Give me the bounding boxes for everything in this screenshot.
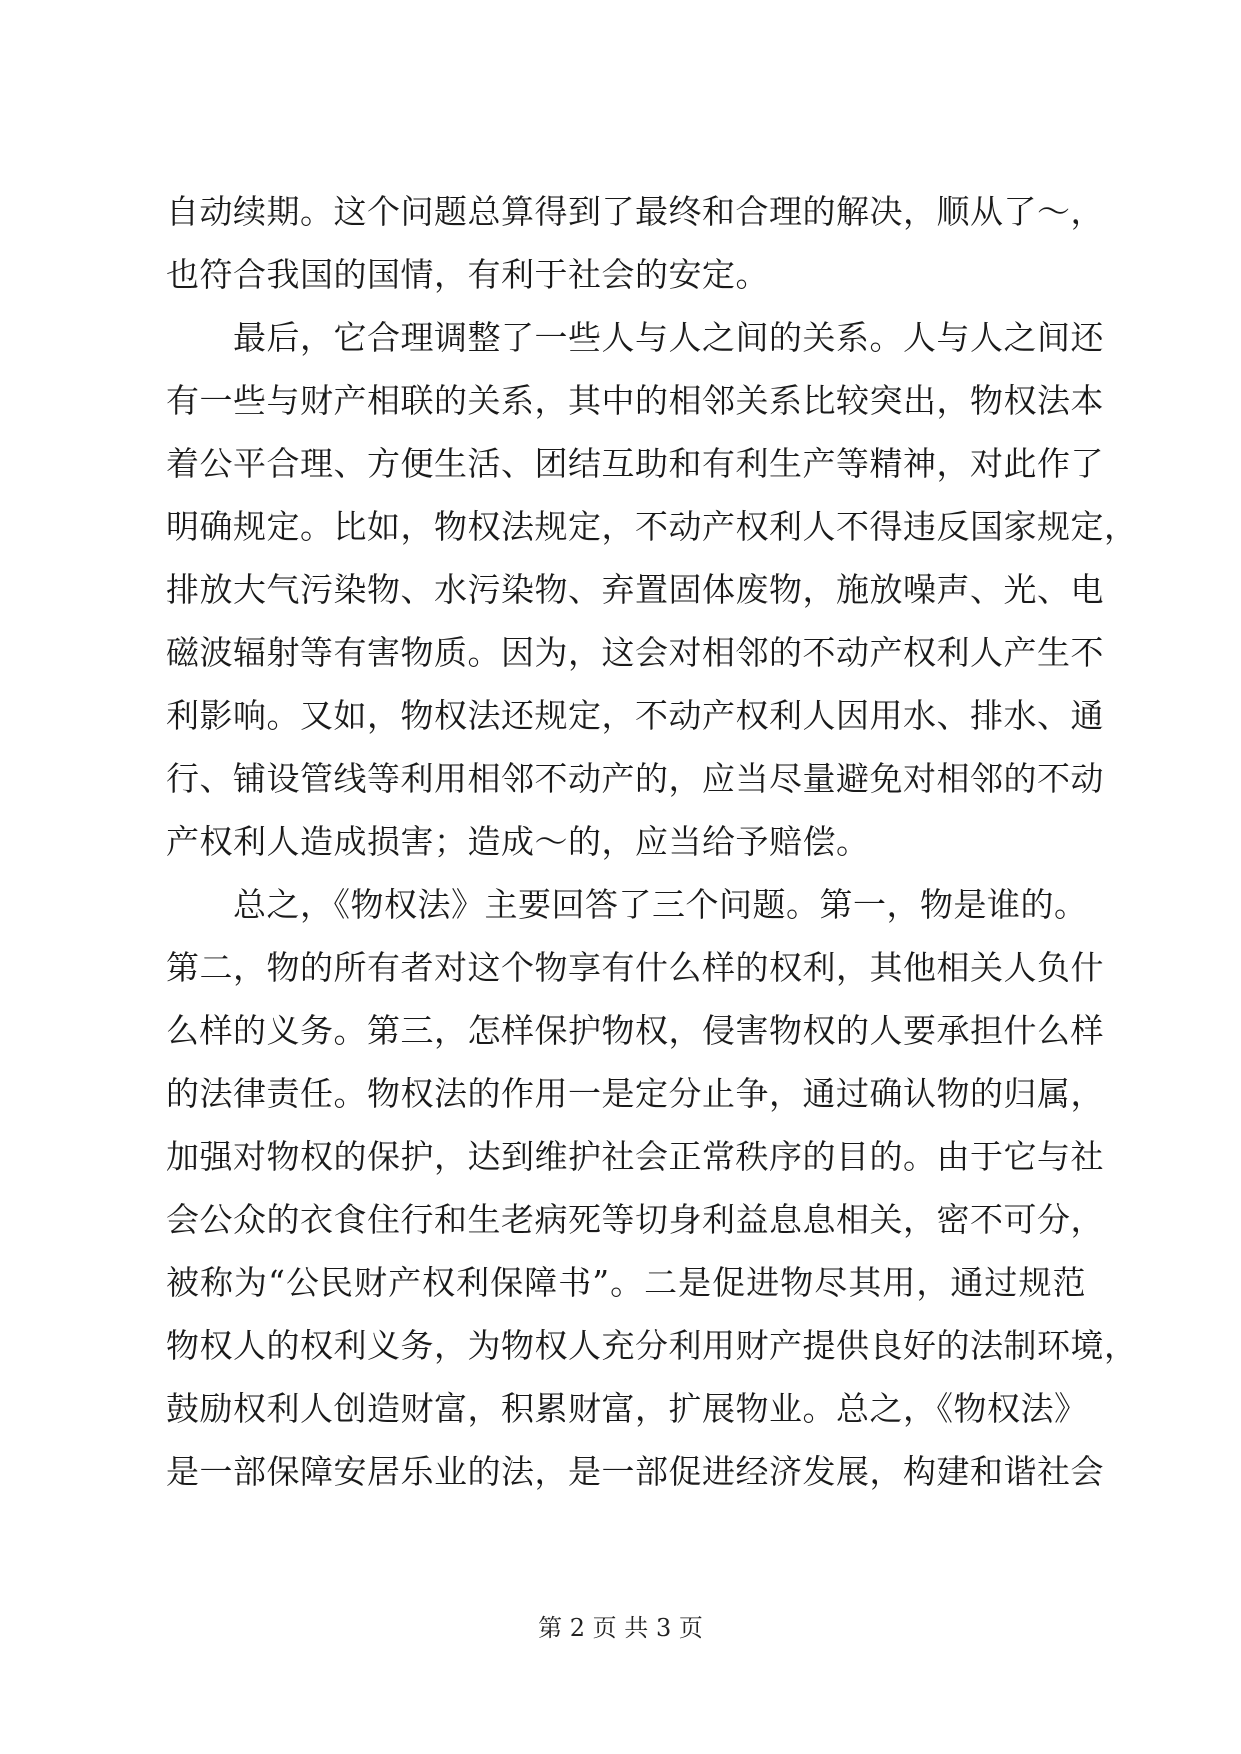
text-line: 总之，《物权法》主要回答了三个问题。第一，物是谁的。 <box>166 885 1088 924</box>
text-line: 加强对物权的保护，达到维护社会正常秩序的目的。由于它与社 <box>166 1137 1104 1176</box>
text-line: 着公平合理、方便生活、团结互助和有利生产等精神，对此作了 <box>166 444 1104 483</box>
text-line: 自动续期。这个问题总算得到了最终和合理的解决，顺从了～， <box>166 192 1104 231</box>
text-line: 也符合我国的国情，有利于社会的安定。 <box>166 255 769 294</box>
text-line: 么样的义务。第三，怎样保护物权，侵害物权的人要承担什么样 <box>166 1011 1104 1050</box>
text-line: 最后，它合理调整了一些人与人之间的关系。人与人之间还 <box>166 318 1104 357</box>
text-line: 物权人的权利义务，为物权人充分利用财产提供良好的法制环境， <box>166 1326 1138 1365</box>
text-line: 明确规定。比如，物权法规定，不动产权利人不得违反国家规定， <box>166 507 1138 546</box>
page-footer <box>0 1613 1241 1643</box>
text-line: 排放大气污染物、水污染物、弃置固体废物，施放噪声、光、电 <box>166 570 1104 609</box>
text-line: 鼓励权利人创造财富，积累财富，扩展物业。总之，《物权法》 <box>166 1389 1088 1428</box>
text-line: 有一些与财产相联的关系，其中的相邻关系比较突出，物权法本 <box>166 381 1104 420</box>
text-line: 会公众的衣食住行和生老病死等切身利益息息相关，密不可分， <box>166 1200 1104 1239</box>
text-line: 被称为“公民财产权利保障书”。二是促进物尽其用，通过规范 <box>166 1263 1086 1302</box>
page-indicator: 第 2 页 共 3 页 <box>538 1614 703 1642</box>
text-line: 行、铺设管线等利用相邻不动产的，应当尽量避免对相邻的不动 <box>166 759 1104 798</box>
text-line: 第二，物的所有者对这个物享有什么样的权利，其他相关人负什 <box>166 948 1104 987</box>
text-line: 是一部保障安居乐业的法，是一部促进经济发展，构建和谐社会 <box>166 1452 1104 1491</box>
text-line: 的法律责任。物权法的作用一是定分止争，通过确认物的归属， <box>166 1074 1104 1113</box>
text-line: 利影响。又如，物权法还规定，不动产权利人因用水、排水、通 <box>166 696 1104 735</box>
text-line: 磁波辐射等有害物质。因为，这会对相邻的不动产权利人产生不 <box>166 633 1104 672</box>
document-body <box>166 180 1138 1503</box>
text-line: 产权利人造成损害；造成～的，应当给予赔偿。 <box>166 822 870 861</box>
